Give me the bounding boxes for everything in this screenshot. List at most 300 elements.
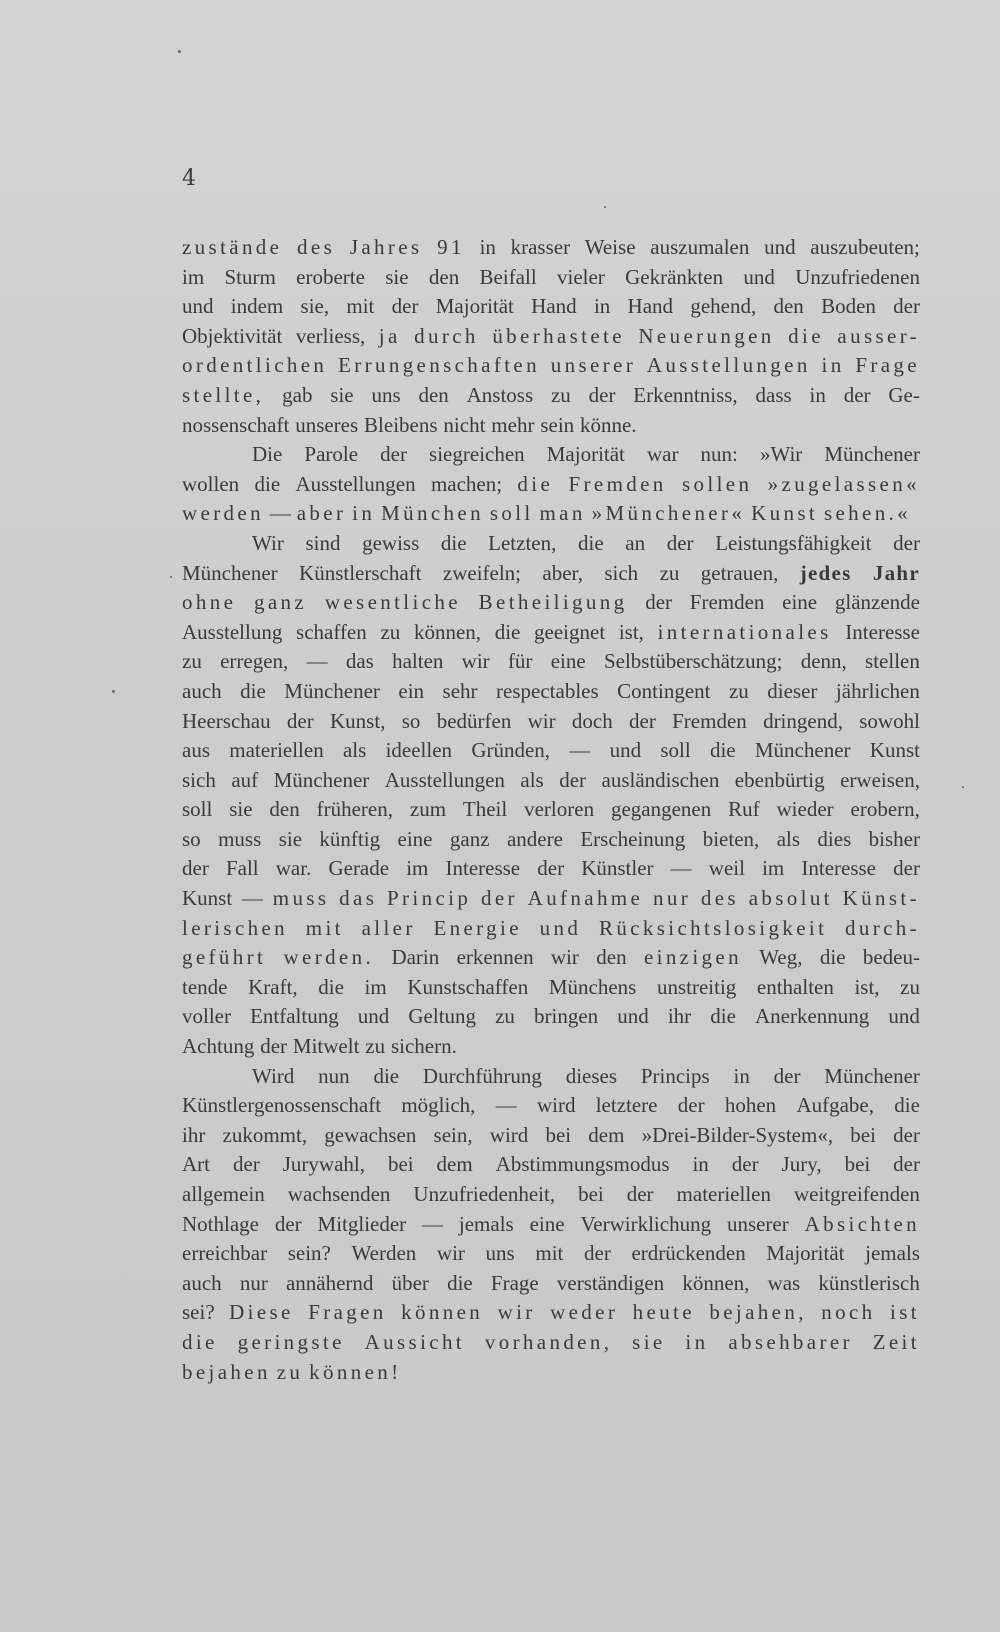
word: der (666, 530, 694, 555)
word: Unzufriedenheit, (413, 1182, 556, 1206)
word: ein (398, 678, 425, 703)
text-line (182, 1269, 920, 1299)
word: wollen (182, 471, 240, 496)
word: erweisen, (840, 767, 920, 792)
word: jemals (865, 1241, 920, 1266)
word: das (345, 649, 374, 674)
word: soll (660, 738, 691, 763)
word: Interesse (801, 856, 877, 881)
word: Kunst, (330, 708, 386, 733)
word: Münchener (754, 738, 851, 763)
word: dies (817, 826, 852, 851)
word: weil (708, 856, 745, 881)
word: Art (182, 1152, 210, 1177)
word: materiellen (676, 1182, 771, 1206)
word: Fremden (672, 708, 747, 733)
word: bringen (534, 1004, 599, 1029)
word: Betheiligung (478, 590, 628, 615)
paper-speck (604, 206, 606, 208)
word: bei (387, 1152, 414, 1177)
text-line (182, 351, 920, 381)
word: und (764, 235, 796, 259)
word: sie, (300, 294, 330, 319)
paper-speck (170, 576, 172, 578)
word: Absichten (804, 1211, 920, 1236)
word: Ruf (728, 797, 760, 822)
word: weder (550, 1300, 619, 1325)
word: nun (318, 1063, 350, 1088)
word: künftig (319, 826, 381, 851)
word: Aussicht (364, 1329, 466, 1354)
word: Selbstüberschätzung; (603, 649, 783, 674)
word: der (232, 1152, 260, 1177)
word: zu (495, 1004, 515, 1029)
word: dem (436, 1152, 473, 1177)
text-line (182, 1328, 920, 1358)
word: zu (550, 382, 571, 407)
text-line (182, 381, 920, 411)
text-line (182, 1002, 920, 1032)
word: Mitglieder (317, 1211, 407, 1236)
text-line (182, 854, 920, 884)
word: der (893, 1122, 920, 1147)
word: dem (588, 1122, 625, 1147)
word: war (646, 442, 679, 467)
word: Boden (821, 294, 876, 319)
word: gegangenen (610, 797, 712, 822)
word: zu (380, 619, 401, 644)
word: erregen, (220, 649, 289, 674)
word: verliess, (295, 323, 366, 348)
text-line (182, 440, 920, 470)
word: ist (890, 1300, 920, 1325)
word: den (773, 294, 804, 319)
text-line (182, 1032, 920, 1062)
word: weitgreifenden (793, 1182, 920, 1206)
word: enthalten (756, 974, 834, 999)
word: bei (578, 1182, 604, 1206)
word: sind (305, 530, 341, 555)
word: Unzufriedenen (795, 264, 920, 289)
word: Frage (490, 1270, 539, 1295)
word: München (381, 501, 484, 526)
word: Anstoss (466, 382, 534, 407)
word: ja (378, 323, 401, 348)
word: gehend, (690, 294, 757, 319)
word: geeignet (534, 619, 606, 644)
text-line (182, 499, 920, 529)
word: indem (230, 294, 284, 319)
page-number: 4 (182, 166, 196, 191)
word: internationales (657, 619, 832, 644)
word: im (406, 856, 429, 881)
word: bedeu- (862, 945, 920, 970)
word: »Münchener« (591, 501, 746, 526)
word: Leistungsfähigkeit (715, 530, 872, 555)
word: der (559, 767, 587, 792)
word: der (629, 708, 656, 733)
word: im (762, 856, 785, 881)
word: Ge- (888, 382, 920, 407)
word: durch- (845, 915, 920, 940)
word: Ausstellung (182, 619, 283, 644)
text-line (182, 588, 920, 618)
word: ist, (854, 974, 880, 999)
word: erkennen (456, 945, 534, 970)
word: und (182, 294, 214, 319)
word: durch (414, 323, 479, 348)
word: mit (346, 294, 375, 319)
text-line (182, 1150, 920, 1180)
word: über (391, 1270, 429, 1295)
word: sehr (442, 678, 478, 703)
word: mit (535, 1241, 564, 1266)
word: überhastete (492, 323, 625, 348)
word: andere (506, 826, 563, 851)
word: erreichbar (182, 1241, 268, 1266)
word: sein? (287, 1241, 331, 1266)
word: dass (755, 382, 792, 407)
word: halten (392, 649, 444, 674)
word: Jahres (349, 235, 423, 259)
word: den (269, 797, 300, 822)
word: annähernd (285, 1270, 374, 1295)
word: — (269, 501, 291, 526)
text-line (182, 943, 920, 973)
paper-speck (112, 690, 115, 693)
word: Objektivität (182, 323, 283, 348)
word: Parole (304, 442, 359, 467)
word: — (569, 738, 591, 763)
word: verloren (524, 797, 595, 822)
word: krasser (510, 235, 571, 259)
word: »Drei-Bilder-System«, (641, 1122, 834, 1147)
word: Gekränkten (625, 264, 724, 289)
word: sein, (433, 1122, 473, 1147)
text-line (182, 973, 920, 1003)
text-line (182, 1180, 920, 1210)
word: Wir (252, 530, 284, 555)
word: der (480, 886, 518, 911)
text-line (182, 233, 920, 263)
word: Majorität (546, 442, 625, 467)
word: — (495, 1093, 517, 1118)
text-line (182, 647, 920, 677)
text-line (182, 322, 920, 352)
word: Frage (855, 353, 920, 378)
word: absehbarer (728, 1329, 853, 1354)
word: eine (782, 590, 818, 615)
word: wir (461, 649, 490, 674)
word: zu (182, 649, 202, 674)
word: aber, (542, 560, 583, 585)
word: Verwirklichung (580, 1211, 712, 1236)
word: Aufgabe, (796, 1093, 875, 1118)
word: Zeit (872, 1329, 920, 1354)
word: ordentlichen (182, 353, 328, 378)
word: nicht (443, 412, 486, 437)
text-line (182, 411, 920, 441)
word: den (428, 264, 460, 289)
word: man (539, 501, 586, 526)
word: Beifall (479, 264, 537, 289)
word: Künstler (581, 856, 654, 881)
word: Kunst (182, 886, 233, 911)
word: Künstlergenossenschaft (182, 1093, 382, 1118)
word: Ausstellungen (384, 767, 505, 792)
word: auch (182, 678, 222, 703)
word: nun: (700, 442, 738, 467)
word: stellen (865, 649, 920, 674)
word: Werden (351, 1241, 417, 1266)
text-line (182, 529, 920, 559)
word: in (685, 1329, 709, 1354)
word: Gründen, (471, 738, 551, 763)
paper-speck (962, 786, 964, 788)
word: sie (632, 1329, 666, 1354)
word: den (418, 382, 449, 407)
word: in (733, 1063, 750, 1088)
text-line (182, 825, 920, 855)
word: — (241, 886, 263, 911)
word: Geltung (408, 1004, 477, 1029)
word: tende (182, 974, 228, 999)
word: zu (365, 1034, 386, 1059)
word: Kunst (751, 501, 819, 526)
word: Durchführung (422, 1063, 542, 1088)
text-line (182, 1210, 920, 1240)
word: sich (182, 767, 216, 792)
word: mehr (491, 412, 535, 437)
word: ohne (182, 590, 237, 615)
word: — (306, 649, 328, 674)
word: den (596, 945, 627, 970)
word: die (254, 471, 281, 496)
word: Neuerungen (638, 323, 775, 348)
word: dieses (565, 1063, 618, 1088)
text-line (182, 1121, 920, 1151)
word: Münchener (182, 560, 278, 585)
word: stellte, (182, 382, 265, 407)
word: geringste (237, 1329, 345, 1354)
word: wir (436, 1241, 465, 1266)
word: zu (276, 1359, 304, 1384)
word: wir (497, 1300, 536, 1325)
word: glänzende (834, 590, 920, 615)
word: ideellen (385, 738, 453, 763)
word: ausser- (837, 323, 920, 348)
word: die (494, 619, 521, 644)
word: sie (385, 264, 409, 289)
word: nossenschaft (182, 412, 290, 437)
paper-speck (178, 50, 181, 53)
word: und (357, 1004, 390, 1029)
text-line (182, 736, 920, 766)
word: die (788, 323, 824, 348)
word: soll (182, 797, 213, 822)
word: heute (632, 1300, 695, 1325)
word: für (507, 649, 533, 674)
word: noch (821, 1300, 876, 1325)
word: Interesse (845, 619, 920, 644)
word: der (893, 530, 920, 555)
word: wird (536, 1093, 576, 1118)
word: und (539, 915, 582, 940)
word: Energie (433, 915, 522, 940)
word: Fragen (308, 1300, 387, 1325)
word: im (182, 264, 205, 289)
word: Fremden (689, 590, 765, 615)
word: wird (489, 1122, 529, 1147)
word: auch (182, 1270, 222, 1295)
word: können! (309, 1359, 402, 1384)
word: jedes (799, 560, 852, 585)
word: sich (604, 560, 639, 585)
word: Kunst (869, 738, 920, 763)
word: unstreitig (656, 974, 737, 999)
word: die (578, 530, 604, 555)
word: Contingent (617, 678, 711, 703)
word: schaffen (296, 619, 367, 644)
word: die (318, 974, 344, 999)
word: in (821, 353, 845, 378)
word: Nothlage (182, 1211, 259, 1236)
word: Princip (387, 886, 472, 911)
word: allgemein (182, 1182, 265, 1206)
word: der (380, 442, 407, 467)
word: Mitwelt (292, 1034, 360, 1059)
word: ausländischen (601, 767, 720, 792)
word: des (297, 235, 336, 259)
word: Rücksichtslosigkeit (598, 915, 828, 940)
word: Jurywahl, (282, 1152, 365, 1177)
word: materiellen (229, 738, 324, 763)
word: der (773, 1063, 801, 1088)
word: zum (409, 797, 447, 822)
text-line (182, 1358, 920, 1388)
word: eine (529, 1211, 565, 1236)
word: »Wir (759, 442, 803, 467)
word: die (240, 678, 266, 703)
word: Münchener (824, 442, 920, 467)
text-line (182, 292, 920, 322)
word: Jahr (872, 560, 920, 585)
word: letztere (595, 1093, 658, 1118)
word: und (888, 1004, 920, 1029)
word: Princips (640, 1063, 710, 1088)
word: künstlerisch (818, 1270, 920, 1295)
word: muss (218, 826, 262, 851)
word: bei (850, 1122, 876, 1147)
word: unseres (295, 412, 359, 437)
word: Erkenntniss, (633, 382, 738, 407)
word: soll (489, 501, 534, 526)
word: sehen.« (823, 501, 912, 526)
word: werden. (283, 945, 375, 970)
word: siegreichen (429, 442, 525, 467)
word: Münchener (273, 767, 370, 792)
word: Gerade (328, 856, 390, 881)
word: Letzten, (488, 530, 557, 555)
word: getrauen, (700, 560, 779, 585)
word: Darin (391, 945, 440, 970)
word: dringend, (763, 708, 843, 733)
word: vorhanden, (484, 1329, 613, 1354)
word: absolut (748, 886, 833, 911)
word: mit (305, 915, 344, 940)
paragraph (182, 233, 920, 440)
word: bisher (868, 826, 920, 851)
paragraph (182, 1062, 920, 1388)
word: erdrückenden (631, 1241, 746, 1266)
text-line (182, 1239, 920, 1269)
word: können, (413, 619, 482, 644)
word: Münchener (284, 678, 380, 703)
text-line (182, 677, 920, 707)
word: denn, (800, 649, 847, 674)
word: in (593, 294, 611, 319)
word: Anerkennung (754, 1004, 870, 1029)
word: eine (550, 649, 586, 674)
word: der (843, 382, 871, 407)
word: gewiss (362, 530, 420, 555)
word: zweifeln; (442, 560, 522, 585)
word: der (584, 1241, 611, 1266)
word: und (743, 264, 775, 289)
word: Kraft, (248, 974, 298, 999)
word: Bleibens (364, 412, 438, 437)
text-line (182, 766, 920, 796)
text-line (182, 263, 920, 293)
word: machen; (430, 471, 503, 496)
word: in (352, 501, 376, 526)
word: nur (652, 886, 692, 911)
word: die (517, 471, 554, 496)
word: Künst- (842, 886, 920, 911)
word: bei (545, 1122, 572, 1147)
word: verständigen (556, 1270, 665, 1295)
word: zukommt, (222, 1122, 308, 1147)
word: die (709, 738, 736, 763)
word: Münchens (548, 974, 637, 999)
word: können (401, 1300, 484, 1325)
word: Entfaltung (250, 1004, 339, 1029)
word: auszumalen (650, 235, 750, 259)
word: der (537, 856, 565, 881)
word: gab (282, 382, 313, 407)
word: uns (485, 1241, 515, 1266)
word: vieler (557, 264, 605, 289)
word: sie (278, 826, 303, 851)
word: Weise (584, 235, 636, 259)
word: ist, (618, 619, 644, 644)
word: aber (296, 501, 347, 526)
word: in (809, 382, 826, 407)
word: Ausstellungen (295, 471, 416, 496)
word: wir (550, 945, 579, 970)
word: die (182, 1329, 218, 1354)
word: eine (397, 826, 433, 851)
word: als (520, 767, 544, 792)
word: Majorität (435, 294, 514, 319)
word: zu (900, 974, 920, 999)
word: ihr (182, 1122, 206, 1147)
paragraph (182, 529, 920, 1062)
word: jährlichen (835, 678, 920, 703)
word: sie (229, 797, 253, 822)
word: bieten, (702, 826, 760, 851)
word: uns (371, 382, 401, 407)
